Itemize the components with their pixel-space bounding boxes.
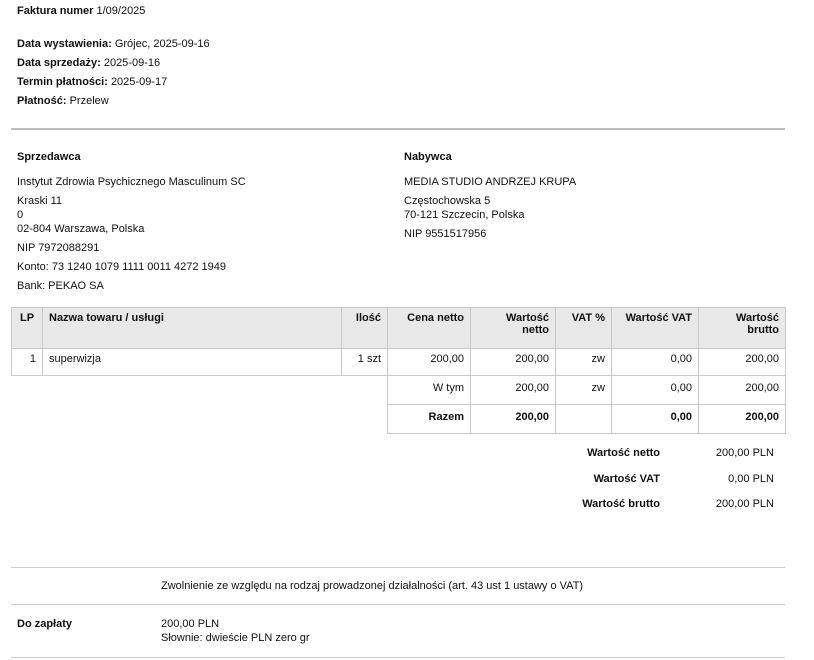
col-header-lp: LP	[12, 308, 43, 349]
seller-city: 02-804 Warszawa, Polska	[17, 223, 145, 235]
total-net: 200,00	[471, 405, 556, 434]
sale-date-value: 2025-09-16	[103, 57, 161, 69]
total-row	[12, 405, 786, 434]
wtym-row	[12, 376, 786, 405]
invoice-number-value: 1/09/2025	[96, 5, 146, 17]
summary-net-value: 200,00 PLN	[715, 447, 774, 459]
col-header-net-value: Wartość netto	[471, 308, 556, 349]
seller-bank: Bank: PEKAO SA	[17, 280, 104, 292]
seller-account: Konto: 73 1240 1079 1111 0011 4272 1949	[17, 261, 226, 273]
footer-divider-top	[11, 567, 785, 568]
payment-method-label: Płatność:	[17, 95, 67, 107]
seller-street: Kraski 11	[17, 195, 63, 207]
total-label: Razem	[388, 405, 471, 434]
due-date-label: Termin płatności:	[17, 76, 108, 88]
amount-due-words: Słownie: dwieście PLN zero gr	[161, 632, 310, 644]
issue-date	[17, 38, 210, 50]
issue-date-label: Data wystawienia:	[17, 38, 112, 50]
wtym-net: 200,00	[471, 376, 556, 405]
header-divider	[11, 128, 785, 130]
summary-gross-label: Wartość brutto	[582, 498, 660, 510]
invoice-number	[17, 5, 145, 17]
footer-divider-middle	[11, 604, 785, 605]
due-date-value: 2025-09-17	[110, 76, 168, 88]
total-vat: 0,00	[612, 405, 699, 434]
wtym-vat: 0,00	[612, 376, 699, 405]
cell-vat-rate: zw	[556, 349, 612, 376]
table-header-row	[12, 308, 786, 349]
wtym-gross: 200,00	[699, 376, 786, 405]
summary-vat-value: 0,00 PLN	[728, 473, 774, 485]
total-vat-rate	[556, 405, 612, 434]
items-table	[11, 307, 786, 434]
payment-method	[17, 95, 109, 107]
seller-name: Instytut Zdrowia Psychicznego Masculinum SC	[17, 176, 246, 188]
seller-heading: Sprzedawca	[17, 151, 81, 163]
cell-lp: 1	[12, 349, 43, 376]
buyer-name: MEDIA STUDIO ANDRZEJ KRUPA	[404, 176, 577, 188]
buyer-heading: Nabywca	[404, 151, 452, 163]
col-header-net-price: Cena netto	[388, 308, 471, 349]
wtym-vat-rate: zw	[556, 376, 612, 405]
invoice-number-label: Faktura numer	[17, 5, 94, 17]
total-gross: 200,00	[699, 405, 786, 434]
summary-gross-value: 200,00 PLN	[715, 498, 774, 510]
cell-qty: 1 szt	[342, 349, 388, 376]
buyer-city: 70-121 Szczecin, Polska	[404, 209, 525, 221]
wtym-label: W tym	[388, 376, 471, 405]
cell-vat-value: 0,00	[612, 349, 699, 376]
col-header-qty: Ilość	[342, 308, 388, 349]
amount-due-value: 200,00 PLN	[161, 618, 220, 630]
cell-gross-value: 200,00	[699, 349, 786, 376]
col-header-name: Nazwa towaru / usługi	[43, 308, 342, 349]
amount-due-label: Do zapłaty	[17, 618, 73, 630]
buyer-street: Częstochowska 5	[404, 195, 491, 207]
cell-net-value: 200,00	[471, 349, 556, 376]
cell-name: superwizja	[43, 349, 342, 376]
seller-block	[17, 149, 246, 294]
sale-date-label: Data sprzedaży:	[17, 57, 101, 69]
col-header-vat-value: Wartość VAT	[612, 308, 699, 349]
seller-line2: 0	[17, 209, 24, 221]
footer-divider-bottom	[11, 657, 785, 658]
sale-date	[17, 57, 160, 69]
seller-nip: NIP 7972088291	[17, 242, 100, 254]
payment-method-value: Przelew	[69, 95, 109, 107]
vat-exemption-note: Zwolnienie ze względu na rodzaj prowadzonej działalności (art. 43 ust 1 ustawy o VAT)	[161, 580, 584, 592]
buyer-nip: NIP 9551517956	[404, 228, 487, 240]
col-header-gross-value: Wartość brutto	[699, 308, 786, 349]
table-row	[12, 349, 786, 376]
summary-net-label: Wartość netto	[587, 447, 660, 459]
due-date	[17, 76, 167, 88]
col-header-vat-rate: VAT %	[556, 308, 612, 349]
issue-date-value: Grójec, 2025-09-16	[114, 38, 210, 50]
cell-net-price: 200,00	[388, 349, 471, 376]
buyer-block	[404, 149, 576, 242]
summary-vat-label: Wartość VAT	[593, 473, 660, 485]
